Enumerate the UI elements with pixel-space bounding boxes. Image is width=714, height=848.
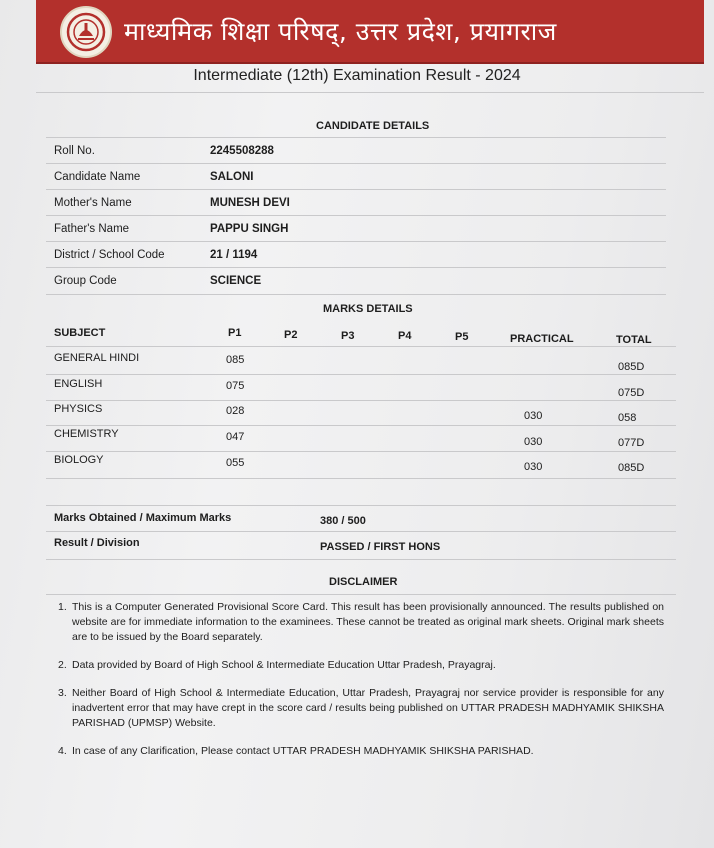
total-cell: 085D	[618, 462, 645, 474]
col-header-p1: P1	[228, 327, 242, 339]
total-cell: 058	[618, 412, 637, 424]
divider	[36, 92, 704, 93]
disclaimer-text: Data provided by Board of High School & Intermediate Education Uttar Pradesh, Prayagraj.	[72, 659, 496, 671]
divider	[46, 478, 676, 479]
candidate-name-label: Candidate Name	[54, 171, 141, 183]
upmsp-emblem-icon	[60, 6, 112, 58]
group-code-value: SCIENCE	[210, 275, 262, 287]
district-school-code-value: 21 / 1194	[210, 249, 258, 261]
group-code-label: Group Code	[54, 275, 117, 287]
disclaimer-text: Neither Board of High School & Intermediate Education, Uttar Pradesh, Prayagraj nor service provider is responsible for any inadvertent error that may have crept in the score card / results being published on UTTAR PRADESH MADHYAMIK SHIKSHA PARISHAD (UPMSP) Website.	[72, 687, 664, 729]
candidate-name-value: SALONI	[210, 171, 254, 183]
disclaimer-item	[58, 658, 664, 673]
divider	[46, 374, 676, 375]
exam-title: Intermediate (12th) Examination Result - 2024	[193, 67, 521, 84]
col-header-subject: SUBJECT	[54, 327, 106, 339]
divider	[46, 267, 666, 268]
divider	[46, 189, 666, 190]
disclaimer-item	[58, 686, 664, 731]
marks-details-title: MARKS DETAILS	[323, 303, 413, 315]
divider	[46, 163, 666, 164]
header-banner	[36, 0, 704, 64]
divider	[46, 451, 676, 452]
total-cell: 075D	[618, 387, 645, 399]
disclaimer-number: 2.	[58, 659, 67, 671]
divider	[46, 505, 676, 506]
p1-cell: 028	[226, 405, 245, 417]
board-title: माध्यमिक शिक्षा परिषद्, उत्तर प्रदेश, प्रयागराज	[124, 17, 557, 46]
divider	[46, 594, 676, 595]
practical-cell: 030	[524, 461, 543, 473]
subject-cell: PHYSICS	[54, 403, 103, 415]
subject-cell: BIOLOGY	[54, 454, 104, 466]
disclaimer-item	[58, 600, 664, 645]
disclaimer-text: This is a Computer Generated Provisional Score Card. This result has been provisionally announced. The results published on website are for immediate information to the examinees. These cannot be treated as original mark sheets. Original mark sheets are to be issued by the Board separately.	[72, 601, 664, 643]
col-header-practical: PRACTICAL	[510, 333, 574, 345]
divider	[46, 294, 666, 295]
practical-cell: 030	[524, 436, 543, 448]
subject-cell: GENERAL HINDI	[54, 352, 140, 364]
divider	[46, 400, 676, 401]
subject-cell: ENGLISH	[54, 378, 103, 390]
disclaimer-number: 3.	[58, 687, 67, 699]
divider	[46, 346, 676, 347]
mother-name-value: MUNESH DEVI	[210, 197, 290, 209]
p1-cell: 085	[226, 354, 245, 366]
father-name-value: PAPPU SINGH	[210, 223, 289, 235]
roll-no-label: Roll No.	[54, 145, 95, 157]
disclaimer-title: DISCLAIMER	[329, 576, 398, 588]
col-header-p3: P3	[341, 330, 355, 342]
total-cell: 077D	[618, 437, 645, 449]
candidate-details-title: CANDIDATE DETAILS	[316, 120, 430, 132]
practical-cell: 030	[524, 410, 543, 422]
col-header-p2: P2	[284, 329, 298, 341]
divider	[46, 215, 666, 216]
col-header-total: TOTAL	[616, 334, 652, 346]
divider	[46, 137, 666, 138]
marks-obtained-label: Marks Obtained / Maximum Marks	[54, 512, 232, 524]
p1-cell: 055	[226, 457, 245, 469]
p1-cell: 047	[226, 431, 245, 443]
result-division-value: PASSED / FIRST HONS	[320, 541, 441, 553]
mother-name-label: Mother's Name	[54, 197, 132, 209]
col-header-p5: P5	[455, 331, 469, 343]
marks-obtained-value: 380 / 500	[320, 515, 366, 527]
total-cell: 085D	[618, 361, 645, 373]
disclaimer-text: In case of any Clarification, Please contact UTTAR PRADESH MADHYAMIK SHIKSHA PARISHAD.	[72, 745, 534, 757]
disclaimer-number: 1.	[58, 601, 67, 613]
divider	[46, 559, 676, 560]
divider	[46, 425, 676, 426]
p1-cell: 075	[226, 380, 245, 392]
father-name-label: Father's Name	[54, 223, 130, 235]
disclaimer-item	[58, 744, 664, 759]
col-header-p4: P4	[398, 330, 412, 342]
divider	[46, 531, 676, 532]
disclaimer-number: 4.	[58, 745, 67, 757]
roll-no-value: 2245508288	[210, 145, 274, 157]
result-division-label: Result / Division	[54, 537, 140, 549]
district-school-code-label: District / School Code	[54, 249, 165, 261]
subject-cell: CHEMISTRY	[54, 428, 119, 440]
divider	[46, 241, 666, 242]
